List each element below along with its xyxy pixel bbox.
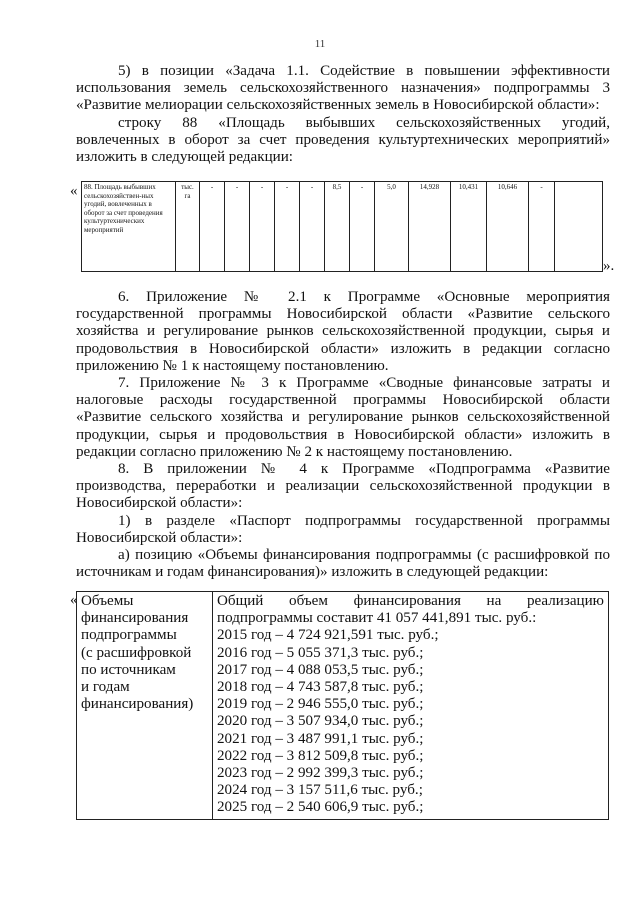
- total-word: реализацию: [526, 593, 604, 609]
- value-cell: 14,928: [409, 182, 451, 272]
- year-line: 2025 год – 2 540 606,9 тыс. руб.;: [217, 799, 424, 816]
- year-line: 2019 год – 2 946 555,0 тыс. руб.;: [217, 696, 424, 713]
- table-row: [82, 182, 603, 272]
- year-line: 2022 год – 3 812 509,8 тыс. руб.;: [217, 747, 424, 764]
- year-line: 2015 год – 4 724 921,591 тыс. руб.;: [217, 627, 439, 644]
- total-word: Общий: [217, 593, 264, 609]
- year-line: 2020 год – 3 507 934,0 тыс. руб.;: [217, 713, 424, 730]
- total-word: на: [486, 593, 502, 609]
- paragraph-8-1: 1) в разделе «Паспорт подпрограммы государственной программы Новосибирской области»:: [76, 512, 610, 546]
- label-line: финансирования: [81, 610, 189, 627]
- financing-table: [76, 591, 609, 820]
- label-line: (с расшифровкой: [81, 644, 192, 661]
- financing-value-cell: [213, 592, 609, 820]
- value-cell: 5,0: [375, 182, 409, 272]
- paragraph-8: 8. В приложении № 4 к Программе «Подпрограмма «Развитие производства, переработки и реализации сельскохозяйственной продукции в Новосибирской области»:: [76, 461, 610, 512]
- year-line: 2017 год – 4 088 053,5 тыс. руб.;: [217, 661, 424, 678]
- paragraph-7: 7. Приложение № 3 к Программе «Сводные финансовые затраты и налоговые расходы государственной программы Новосибирской области «Развитие сельского хозяйства и регулирование рынков сельскохозяйственной продукции, сырья и продовольствия в Новосибирской области» изложить в редакции согласно приложению № 2 к настоящему постановлению.: [76, 375, 610, 460]
- table1-open-quote: «: [70, 183, 78, 199]
- value-cell: -: [200, 182, 225, 272]
- paragraph-8-a: а) позицию «Объемы финансирования подпрограммы (с расшифровкой по источникам и годам финансирования)» изложить в следующей редакции:: [76, 547, 610, 581]
- total-line-1: [217, 593, 604, 610]
- value-cell: -: [225, 182, 250, 272]
- value-cell: -: [300, 182, 325, 272]
- label-line: и годам: [81, 679, 130, 696]
- indicator-name-cell: 88. Площадь выбывших сельскохозяйствен-ных угодий, вовлеченных в оборот за счет проведения культуртехнических мероприятий: [82, 182, 176, 272]
- year-line: 2024 год – 3 157 511,6 тыс. руб.;: [217, 782, 423, 799]
- year-line: 2023 год – 2 992 399,3 тыс. руб.;: [217, 765, 424, 782]
- value-cell: -: [275, 182, 300, 272]
- year-line: 2021 год – 3 487 991,1 тыс. руб.;: [217, 730, 424, 747]
- total-word: объем: [289, 593, 328, 609]
- financing-label-cell: [77, 592, 213, 820]
- intro-paragraph-5: 5) в позиции «Задача 1.1. Содействие в повышении эффективности использования земель сельскохозяйственного назначения» подпрограммы 3 «Развитие мелиорации сельскохозяйственных земель в Новосибирской области»:: [76, 63, 610, 114]
- value-cell: 10,646: [487, 182, 529, 272]
- page-number: 11: [314, 38, 326, 50]
- value-cell: 10,431: [451, 182, 487, 272]
- value-cell: -: [350, 182, 375, 272]
- value-cell: [555, 182, 603, 272]
- table2-open-quote: «: [70, 592, 78, 608]
- intro-paragraph-line-88: строку 88 «Площадь выбывших сельскохозяйственных угодий, вовлеченных в оборот за счет проведения культуртехнических мероприятий» изложить в следующей редакции:: [76, 114, 610, 166]
- table-row: [77, 592, 609, 820]
- total-word: финансирования: [353, 593, 461, 609]
- total-line-2: подпрограммы составит 41 057 441,891 тыс. руб.:: [217, 610, 537, 627]
- value-cell: -: [529, 182, 555, 272]
- value-cell: -: [250, 182, 275, 272]
- value-cell: 8,5: [325, 182, 350, 272]
- table1-close-quote: ».: [603, 258, 615, 274]
- indicator-unit-cell: тыс. га: [176, 182, 200, 272]
- paragraph-6: 6. Приложение № 2.1 к Программе «Основные мероприятия государственной программы Новосибирской области «Развитие сельского хозяйства и регулирование рынков сельскохозяйственной продукции, сырья и продовольствия в Новосибирской области» изложить в редакции согласно приложению № 1 к настоящему постановлению.: [76, 289, 610, 374]
- body-section: [76, 289, 610, 581]
- year-line: 2016 год – 5 055 371,3 тыс. руб.;: [217, 644, 424, 661]
- label-line: финансирования): [81, 696, 194, 713]
- label-line: по источникам: [81, 661, 176, 678]
- label-line: подпрограммы: [81, 627, 177, 644]
- indicator-table: [81, 181, 603, 272]
- label-line: Объемы: [81, 593, 134, 609]
- year-line: 2018 год – 4 743 587,8 тыс. руб.;: [217, 679, 424, 696]
- intro-section: [76, 63, 610, 166]
